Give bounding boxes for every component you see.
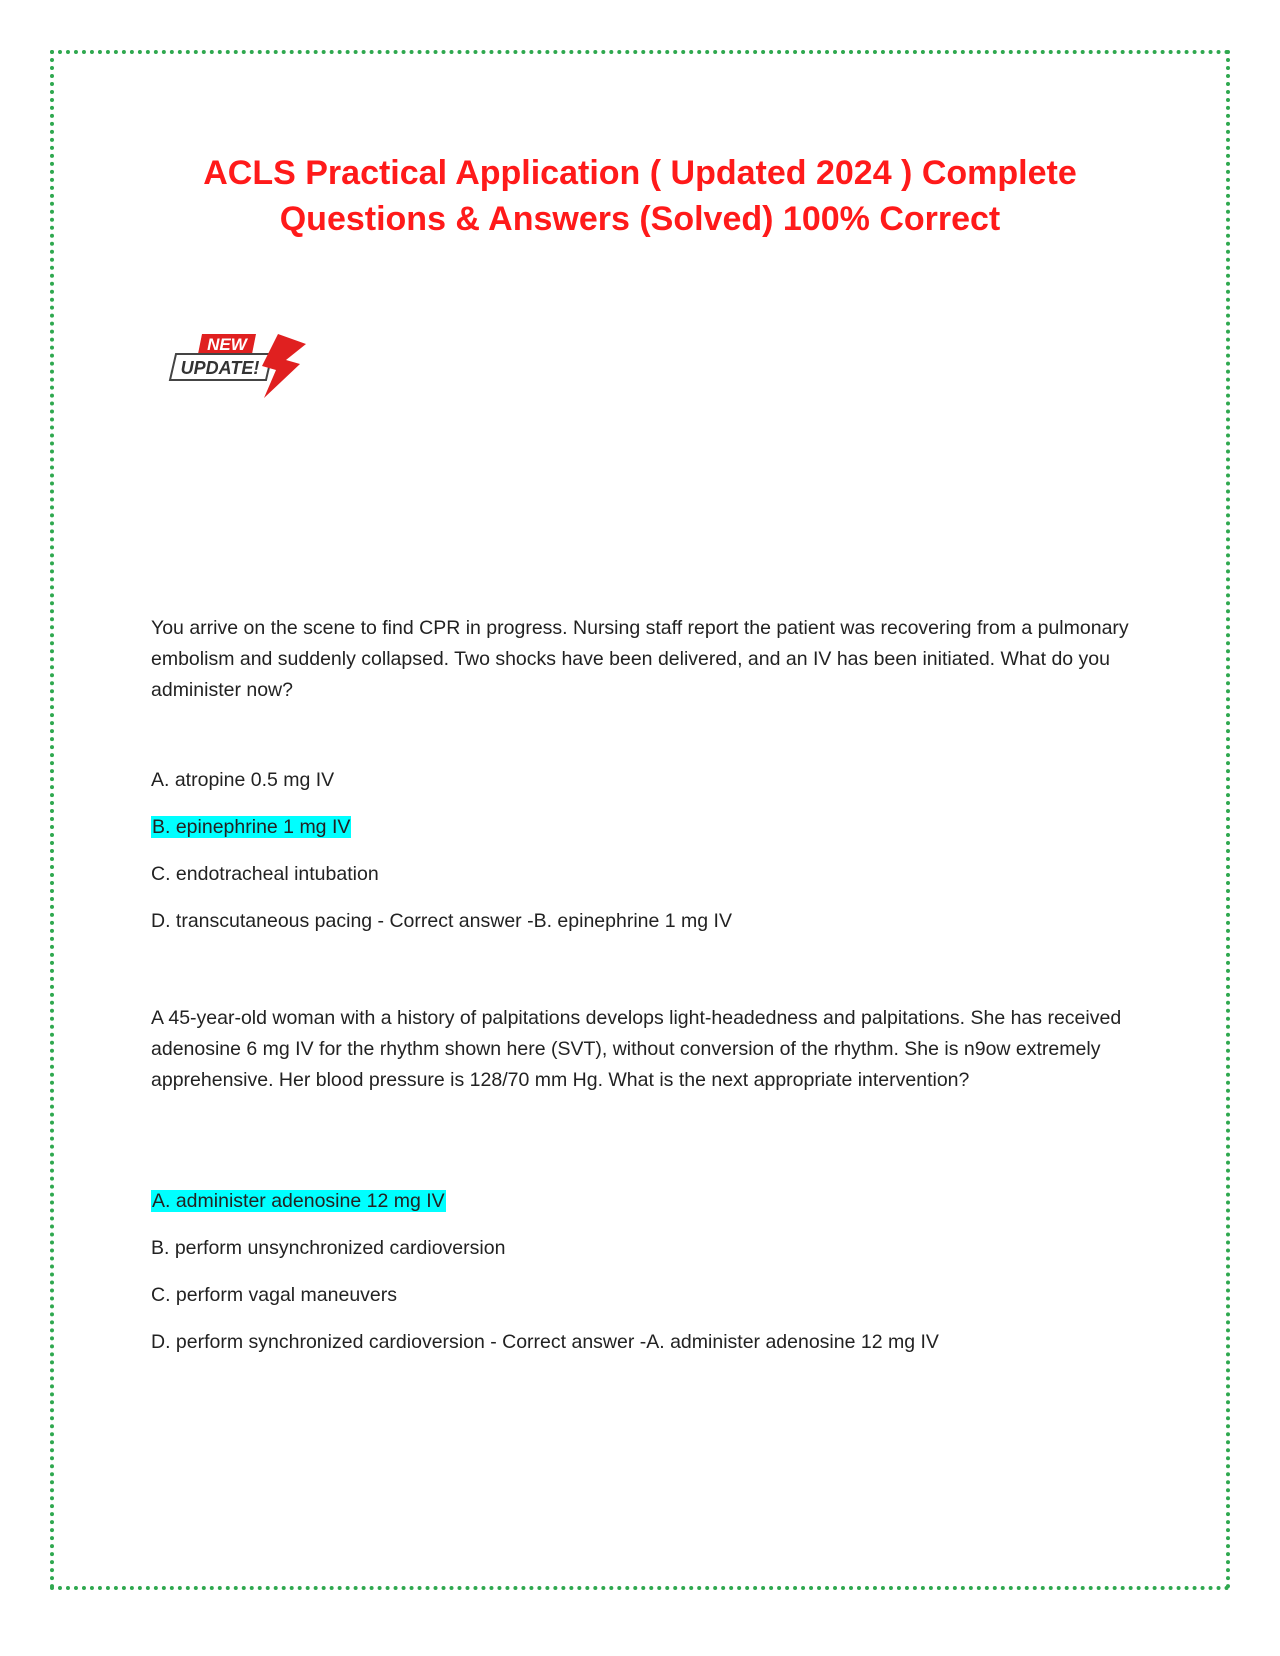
question-1-option-d: D. transcutaneous pacing - Correct answer -B. epinephrine 1 mg IV [151,910,732,932]
question-1-option-a: A. atropine 0.5 mg IV [151,769,335,791]
badge-line1: NEW [207,335,247,354]
highlighted-answer: A. administer adenosine 12 mg IV [152,1190,445,1212]
document-title: ACLS Practical Application ( Updated 2024 ) Complete Questions & Answers (Solved) 100% Correct [203,154,1077,238]
question-1-option-b [151,813,351,841]
question-2-option-a [151,1187,446,1215]
new-update-badge [168,330,318,400]
question-2-text: A 45-year-old woman with a history of palpitations develops light-headedness and palpitations. She has received adenosine 6 mg IV for the rhythm shown here (SVT), without conversion of the rhythm. She is n9ow extremely apprehensive. Her blood pressure is 128/70 mm Hg. What is the next appropriate intervention? [151,1007,1122,1091]
question-2-option-b: B. perform unsynchronized cardioversion [151,1237,506,1259]
question-1-option-c: C. endotracheal intubation [151,863,379,885]
question-2-option-c: C. perform vagal maneuvers [151,1284,398,1306]
new-update-badge-graphic [168,330,318,400]
lightning-bolt-icon [262,334,306,398]
question-2-option-d: D. perform synchronized cardioversion - Correct answer -A. administer adenosine 12 mg IV [151,1331,939,1353]
question-1-text: You arrive on the scene to find CPR in progress. Nursing staff report the patient was recovering from a pulmonary embolism and suddenly collapsed. Two shocks have been delivered, and an IV has been initiated. What do you administer now? [151,617,1129,701]
badge-line2: UPDATE! [180,358,260,378]
highlighted-answer: B. epinephrine 1 mg IV [152,816,351,838]
